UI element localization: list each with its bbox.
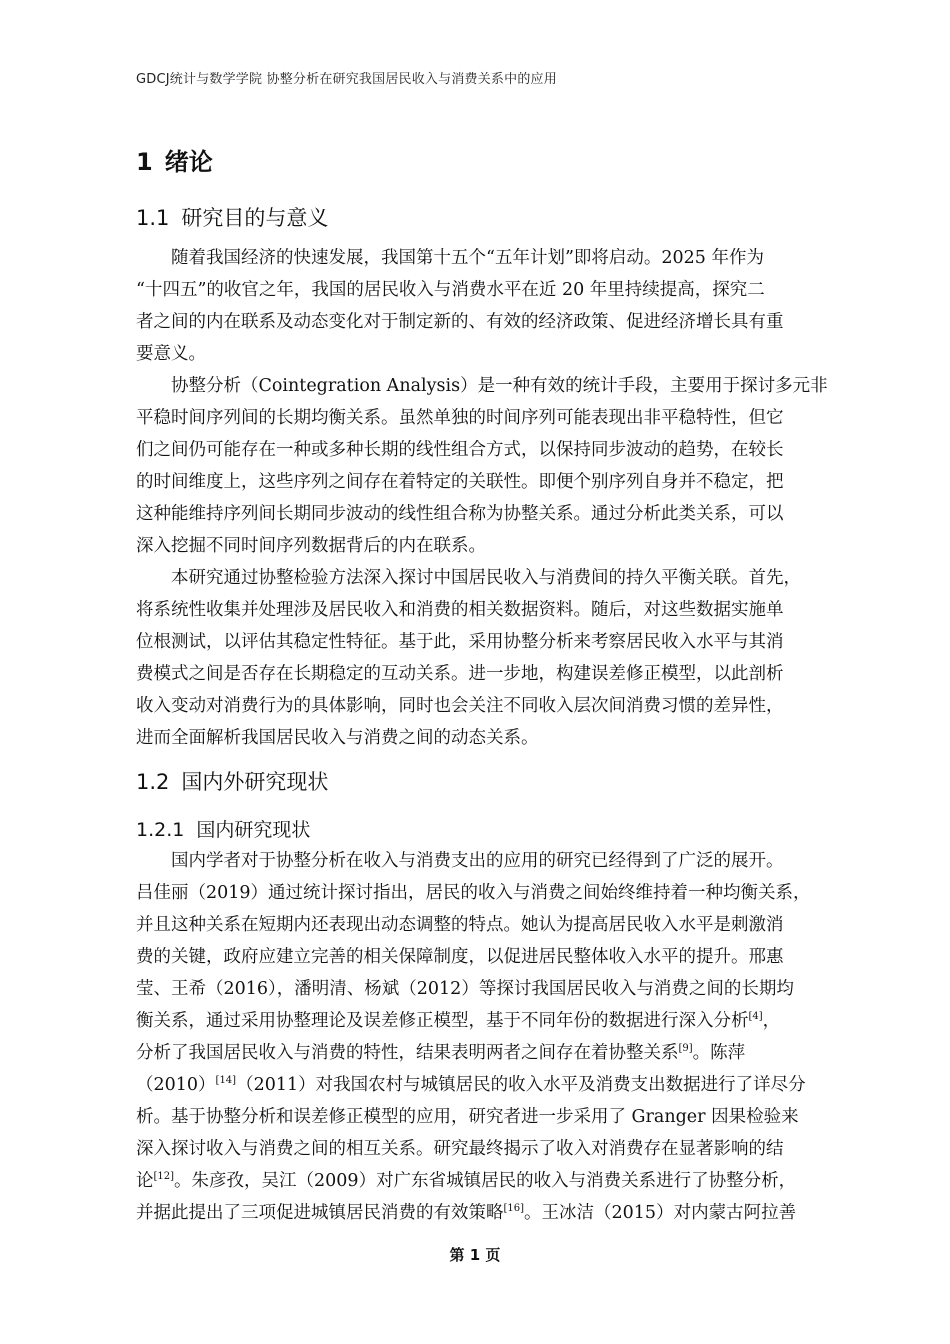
subsection-heading-1-2-1: [136, 815, 310, 842]
chapter-title: 绪论: [164, 148, 213, 176]
section-number: 1.2: [136, 770, 170, 794]
line-text: 衡关系，通过采用协整理论及误差修正模型，基于不同年份的数据进行深入分析: [136, 1011, 749, 1031]
page-number: 第 1 页: [449, 1246, 501, 1264]
text-line: 者之间的内在联系及动态变化对于制定新的、有效的经济政策、促进经济增长具有重: [136, 312, 784, 332]
line-text: 。陈萍: [692, 1043, 746, 1063]
chapter-heading: [136, 142, 213, 177]
text-line: 位根测试，以评估其稳定性特征。基于此，采用协整分析来考察居民收入水平与其消: [136, 632, 784, 652]
line-text: 分析了我国居民收入与消费的特性，结果表明两者之间存在着协整关系: [136, 1043, 679, 1063]
section-number: 1.1: [136, 206, 170, 230]
text-line: 这种能维持序列间长期同步波动的线性组合称为协整关系。通过分析此类关系，可以: [136, 504, 784, 524]
section-heading-1-1: [136, 202, 328, 232]
text-line: 协整分析（Cointegration Analysis）是一种有效的统计手段，主要用于探讨多元非: [171, 376, 828, 396]
text-line: 莹、王希（2016），潘明清、杨斌（2012）等探讨我国居民收入与消费之间的长期均: [136, 979, 794, 999]
line-text: 并据此提出了三项促进城镇居民消费的有效策略: [136, 1203, 504, 1223]
text-line: 随着我国经济的快速发展，我国第十五个“五年计划”即将启动。2025 年作为: [171, 248, 764, 268]
text-line: 本研究通过协整检验方法深入探讨中国居民收入与消费间的持久平衡关联。首先，: [171, 568, 801, 588]
text-line: “十四五”的收官之年，我国的居民收入与消费水平在近 20 年里持续提高，探究二: [136, 280, 765, 300]
paragraph-purpose: [136, 242, 851, 370]
chapter-number: 1: [136, 148, 153, 176]
text-line: [136, 1165, 851, 1197]
section-heading-1-2: [136, 766, 328, 796]
line-text: ，: [762, 1011, 781, 1031]
line-text: （2011）对我国农村与城镇居民的收入水平及消费支出数据进行了详尽分: [236, 1075, 806, 1095]
paragraph-cointegration: [136, 370, 851, 562]
paragraph-method: [136, 562, 851, 754]
text-line: 并且这种关系在短期内还表现出动态调整的特点。她认为提高居民收入水平是刺激消: [136, 915, 784, 935]
line-text: 。朱彦孜，吴江（2009）对广东省城镇居民的收入与消费关系进行了协整分析，: [174, 1171, 797, 1191]
text-line: 平稳时间序列间的长期均衡关系。虽然单独的时间序列可能表现出非平稳特性，但它: [136, 408, 784, 428]
text-line: 收入变动对消费行为的具体影响，同时也会关注不同收入层次间消费习惯的差异性，: [136, 696, 784, 716]
line-text: （2010）: [136, 1075, 216, 1095]
line-text: 。王冰洁（2015）对内蒙古阿拉善: [524, 1203, 797, 1223]
text-line: [136, 1197, 851, 1229]
subsection-number: 1.2.1: [136, 819, 185, 841]
text-line: 吕佳丽（2019）通过统计探讨指出，居民的收入与消费之间始终维持着一种均衡关系，: [136, 883, 811, 903]
text-line: 析。基于协整分析和误差修正模型的应用，研究者进一步采用了 Granger 因果检验来: [136, 1107, 799, 1127]
citation-marker: [12]: [153, 1171, 175, 1183]
text-line: 们之间仍可能存在一种或多种长期的线性组合方式，以保持同步波动的趋势，在较长: [136, 440, 784, 460]
text-line: 将系统性收集并处理涉及居民收入和消费的相关数据资料。随后，对这些数据实施单: [136, 600, 784, 620]
text-line: 深入挖掘不同时间序列数据背后的内在联系。: [136, 536, 486, 556]
line-text: 论: [136, 1171, 154, 1191]
subsection-title: 国内研究现状: [196, 819, 311, 841]
citation-marker: [9]: [678, 1043, 693, 1055]
text-line: 费模式之间是否存在长期稳定的互动关系。进一步地，构建误差修正模型，以此剖析: [136, 664, 784, 684]
citation-marker: [14]: [215, 1075, 237, 1087]
text-line: 费的关键，政府应建立完善的相关保障制度，以促进居民整体收入水平的提升。邢惠: [136, 947, 784, 967]
section-title: 国内外研究现状: [181, 770, 329, 794]
text-line: [136, 1069, 851, 1101]
text-line: [136, 1005, 851, 1037]
citation-marker: [16]: [503, 1203, 525, 1215]
text-line: 进而全面解析我国居民收入与消费之间的动态关系。: [136, 728, 539, 748]
text-line: 要意义。: [136, 344, 206, 364]
text-line: 的时间维度上，这些序列之间存在着特定的关联性。即便个别序列自身并不稳定，把: [136, 472, 784, 492]
section-title: 研究目的与意义: [181, 206, 329, 230]
citation-marker: [4]: [748, 1011, 763, 1023]
running-header: GDCJ统计与数学学院 协整分析在研究我国居民收入与消费关系中的应用: [136, 72, 557, 87]
text-line: 国内学者对于协整分析在收入与消费支出的应用的研究已经得到了广泛的展开。: [171, 851, 784, 871]
text-line: [136, 1037, 851, 1069]
paragraph-domestic-research: [136, 845, 851, 1229]
text-line: 深入探讨收入与消费之间的相互关系。研究最终揭示了收入对消费存在显著影响的结: [136, 1139, 784, 1159]
